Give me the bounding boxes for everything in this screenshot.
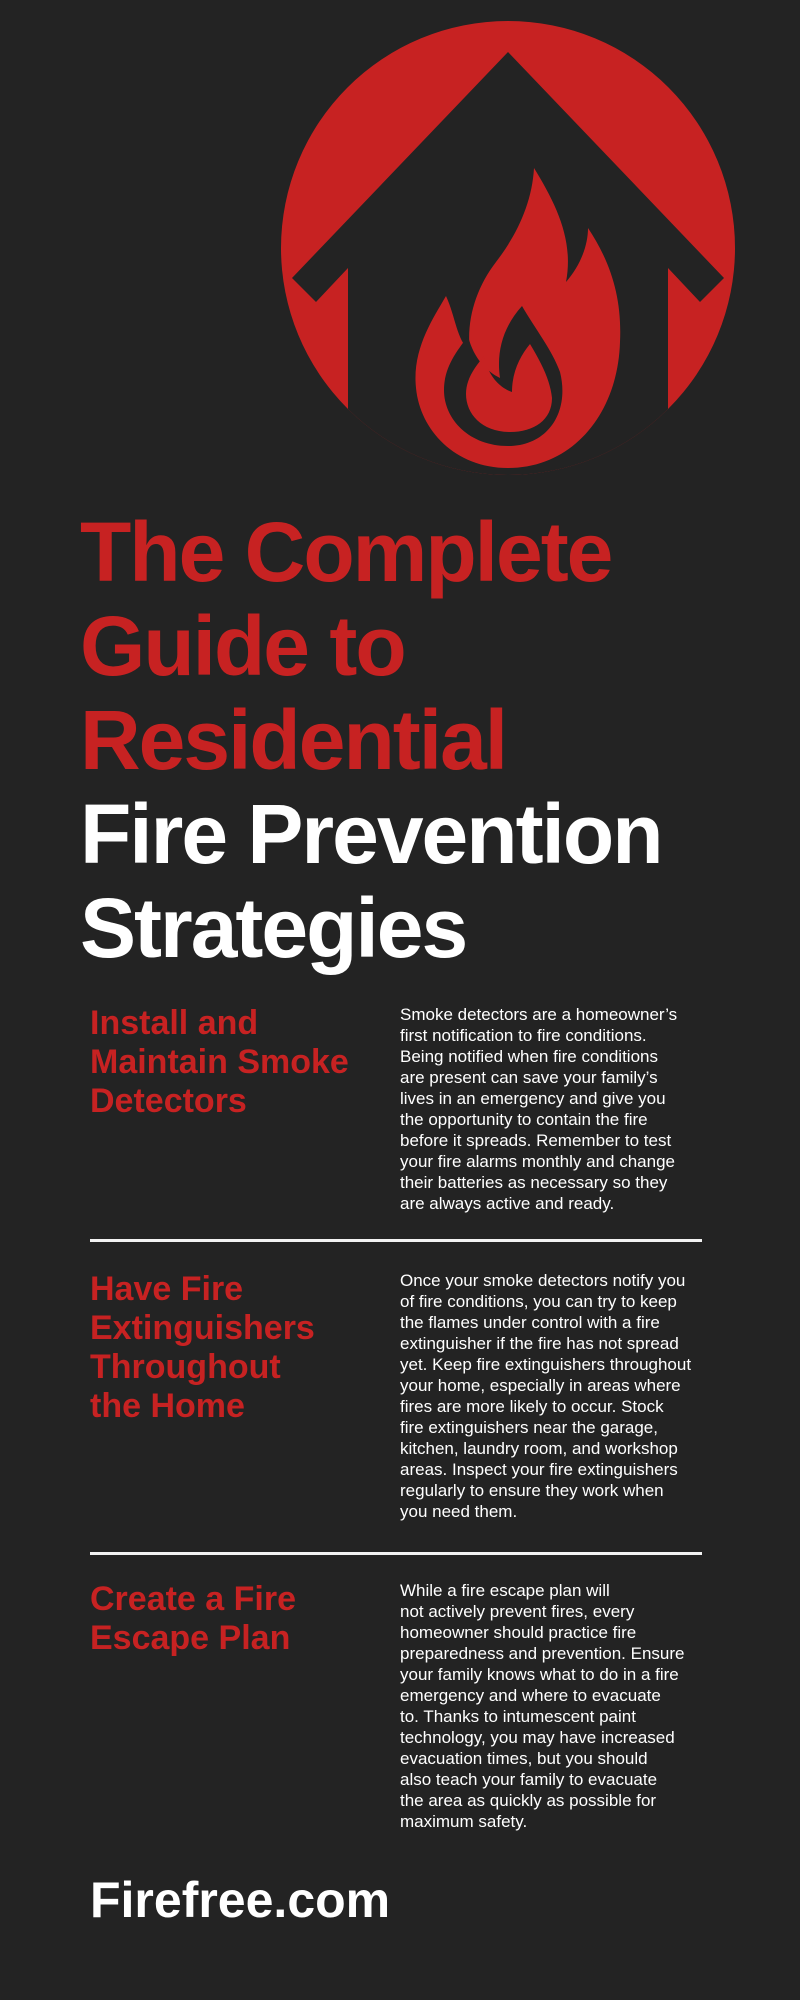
section-body: Smoke detectors are a homeowner’s first notification to fire conditions. Being notified when fire conditions are present can save your family’s lives in an emergency and give you the opportunity to contain the fire before it spreads. Remember to test your fire alarms monthly and change their batteries as necessary so they are always active and ready.: [400, 1005, 678, 1213]
title-line: The Complete: [80, 505, 612, 599]
page-title: [80, 505, 662, 975]
title-line: Guide to: [80, 599, 405, 693]
title-line: Strategies: [80, 881, 467, 975]
section-body: While a fire escape plan will not actively prevent fires, every homeowner should practice fire preparedness and prevention. Ensure your family knows what to do in a fire emergency and where to evacuate to. Thanks to intumescent paint technology, you may have increased evacuation times, but you should also teach your family to evacuate the area as quickly as possible for maximum safety.: [400, 1581, 685, 1831]
title-line: Fire Prevention: [80, 787, 662, 881]
title-line: Residential: [80, 693, 507, 787]
section-heading: Create a Fire Escape Plan: [90, 1580, 296, 1657]
section-body: Once your smoke detectors notify you of fire conditions, you can try to keep the flames under control with a fire extinguisher if the fire has not spread yet. Keep fire extinguishers throughout your home, especially in areas where fires are more likely to occur. Stock fire extinguishers near the garage, kitchen, laundry room, and workshop areas. Inspect your fire extinguishers regularly to ensure they work when you need them.: [400, 1271, 692, 1521]
house-fire-logo: [0, 0, 800, 480]
section-heading: Have Fire Extinguishers Throughout the Home: [90, 1270, 315, 1425]
section-heading: Install and Maintain Smoke Detectors: [90, 1004, 349, 1120]
divider: [90, 1239, 702, 1242]
divider: [90, 1552, 702, 1555]
footer-brand: Firefree.com: [90, 1872, 391, 1928]
